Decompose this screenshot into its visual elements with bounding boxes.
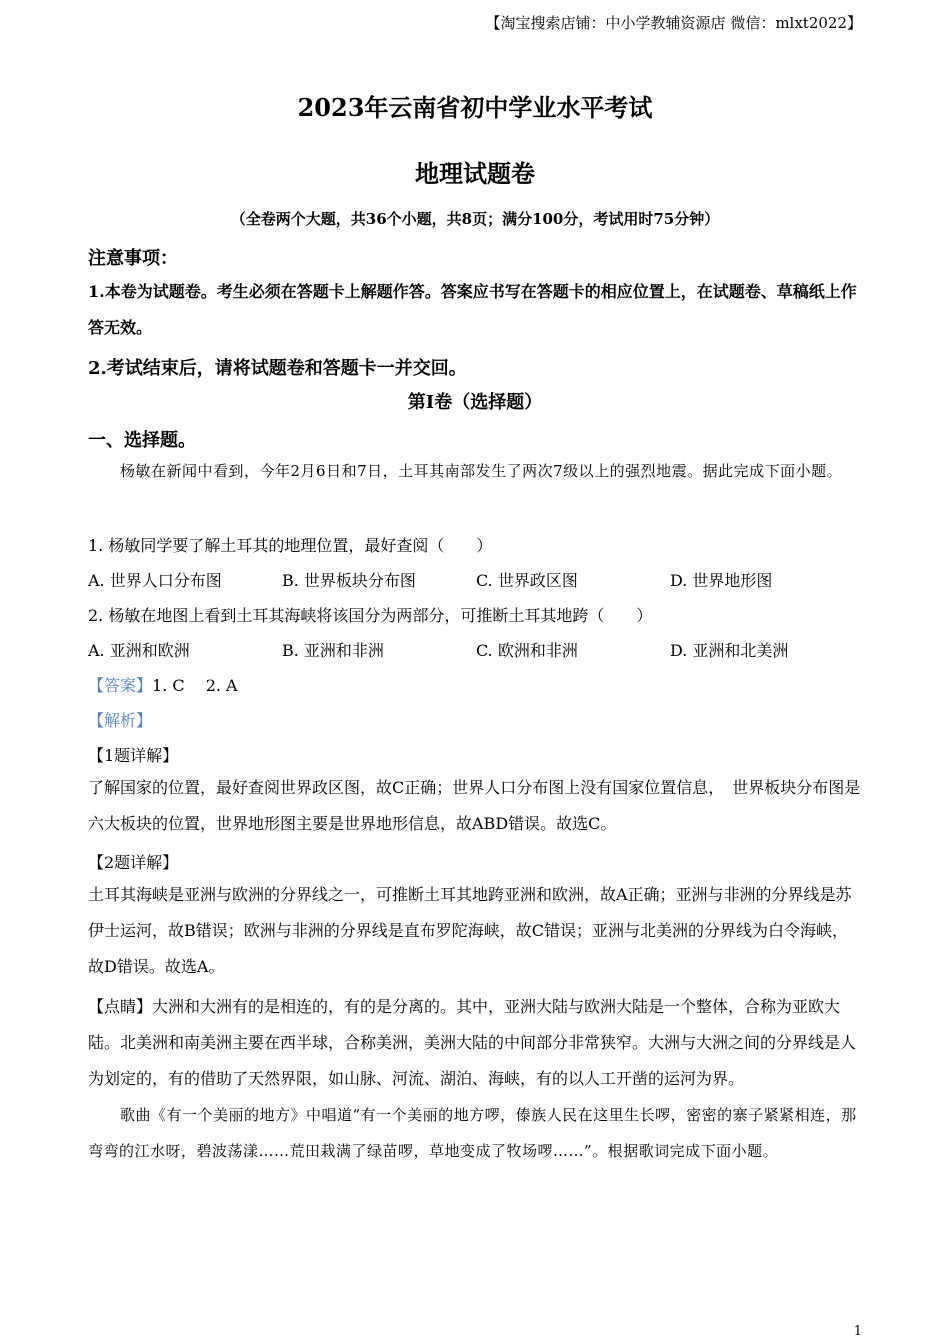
part-heading: 一、选择题。 bbox=[88, 430, 196, 451]
question-2-option-c: C. 欧洲和非洲 bbox=[476, 641, 578, 660]
passage-1: 杨敏在新闻中看到，今年2月6日和7日，土耳其南部发生了两次7级以上的强烈地震。据此完成下面小题。 bbox=[120, 462, 843, 480]
question-1-stem: 1. 杨敏同学要了解土耳其的地理位置，最好查阅（ ） bbox=[88, 536, 493, 555]
answer-line bbox=[88, 673, 238, 696]
question-1-option-b: B. 世界板块分布图 bbox=[282, 571, 416, 590]
notes-item-1: 1.本卷为试题卷。考生必须在答题卡上解题作答。答案应书写在答题卡的相应位置上，在试题卷、草稿纸上作答无效。 bbox=[88, 282, 857, 337]
question-2-stem: 2. 杨敏在地图上看到土耳其海峡将该国分为两部分，可推断土耳其地跨（ ） bbox=[88, 606, 653, 625]
question-1-option-a: A. 世界人口分布图 bbox=[88, 571, 222, 590]
question-2-option-b: B. 亚洲和非洲 bbox=[282, 641, 384, 660]
detail-2-tag: 【2题详解】 bbox=[88, 853, 179, 872]
answer-text: 1. C 2. A bbox=[152, 676, 238, 695]
notes-heading: 注意事项： bbox=[88, 248, 178, 269]
detail-1-tag: 【1题详解】 bbox=[88, 746, 179, 765]
analysis-tag: 【解析】 bbox=[88, 711, 153, 730]
tip-paragraph bbox=[88, 989, 863, 1097]
question-1-option-d: D. 世界地形图 bbox=[670, 571, 773, 590]
passage-2: 歌曲《有一个美丽的地方》中唱道“有一个美丽的地方啰，傣族人民在这里生长啰，密密的寨子紧紧相连，那弯弯的江水呀，碧波荡漾……荒田栽满了绿苗啰，草地变成了牧场啰……”。根据歌词完成下面小题。 bbox=[88, 1106, 857, 1160]
tip-tag: 【点睛】 bbox=[88, 997, 153, 1016]
header-note: 【淘宝搜索店铺：中小学教辅资源店 微信：mlxt2022】 bbox=[485, 14, 862, 32]
question-2-option-a: A. 亚洲和欧洲 bbox=[88, 641, 190, 660]
answer-tag: 【答案】 bbox=[88, 676, 153, 695]
paper-title: 地理试题卷 bbox=[415, 159, 535, 188]
tip-text: 大洲和大洲有的是相连的，有的是分离的。其中，亚洲大陆与欧洲大陆是一个整体，合称为亚欧大陆。北美洲和南美洲主要在西半球，合称美洲，美洲大陆的中间部分非常狭窄。大洲与大洲之间的分界线是人为划定的，有的借助了天然界限，如山脉、河流、湖泊、海峡，有的以人工开凿的运河为界。 bbox=[88, 997, 857, 1088]
detail-2-text: 土耳其海峡是亚洲与欧洲的分界线之一，可推断土耳其地跨亚洲和欧洲，故A正确；亚洲与非洲的分界线是苏伊士运河，故B错误；欧洲与非洲的分界线是直布罗陀海峡，故C错误；亚洲与北美洲的分界线为白令海峡，故D错误。故选A。 bbox=[88, 885, 852, 976]
question-2-option-d: D. 亚洲和北美洲 bbox=[670, 641, 789, 660]
exam-title: 2023年云南省初中学业水平考试 bbox=[297, 93, 653, 122]
section-title: 第Ⅰ卷（选择题） bbox=[407, 392, 543, 413]
detail-1-text: 了解国家的位置，最好查阅世界政区图，故C正确；世界人口分布图上没有国家位置信息， 世界板块分布图是六大板块的位置，世界地形图主要是世界地形信息，故ABD错误。故选C。 bbox=[88, 778, 861, 833]
exam-info: （全卷两个大题，共36个小题，共8页；满分100分，考试用时75分钟） bbox=[230, 210, 720, 228]
notes-item-2: 2.考试结束后，请将试题卷和答题卡一并交回。 bbox=[88, 358, 467, 379]
question-1-option-c: C. 世界政区图 bbox=[476, 571, 578, 590]
page-number: 1 bbox=[853, 1324, 862, 1339]
